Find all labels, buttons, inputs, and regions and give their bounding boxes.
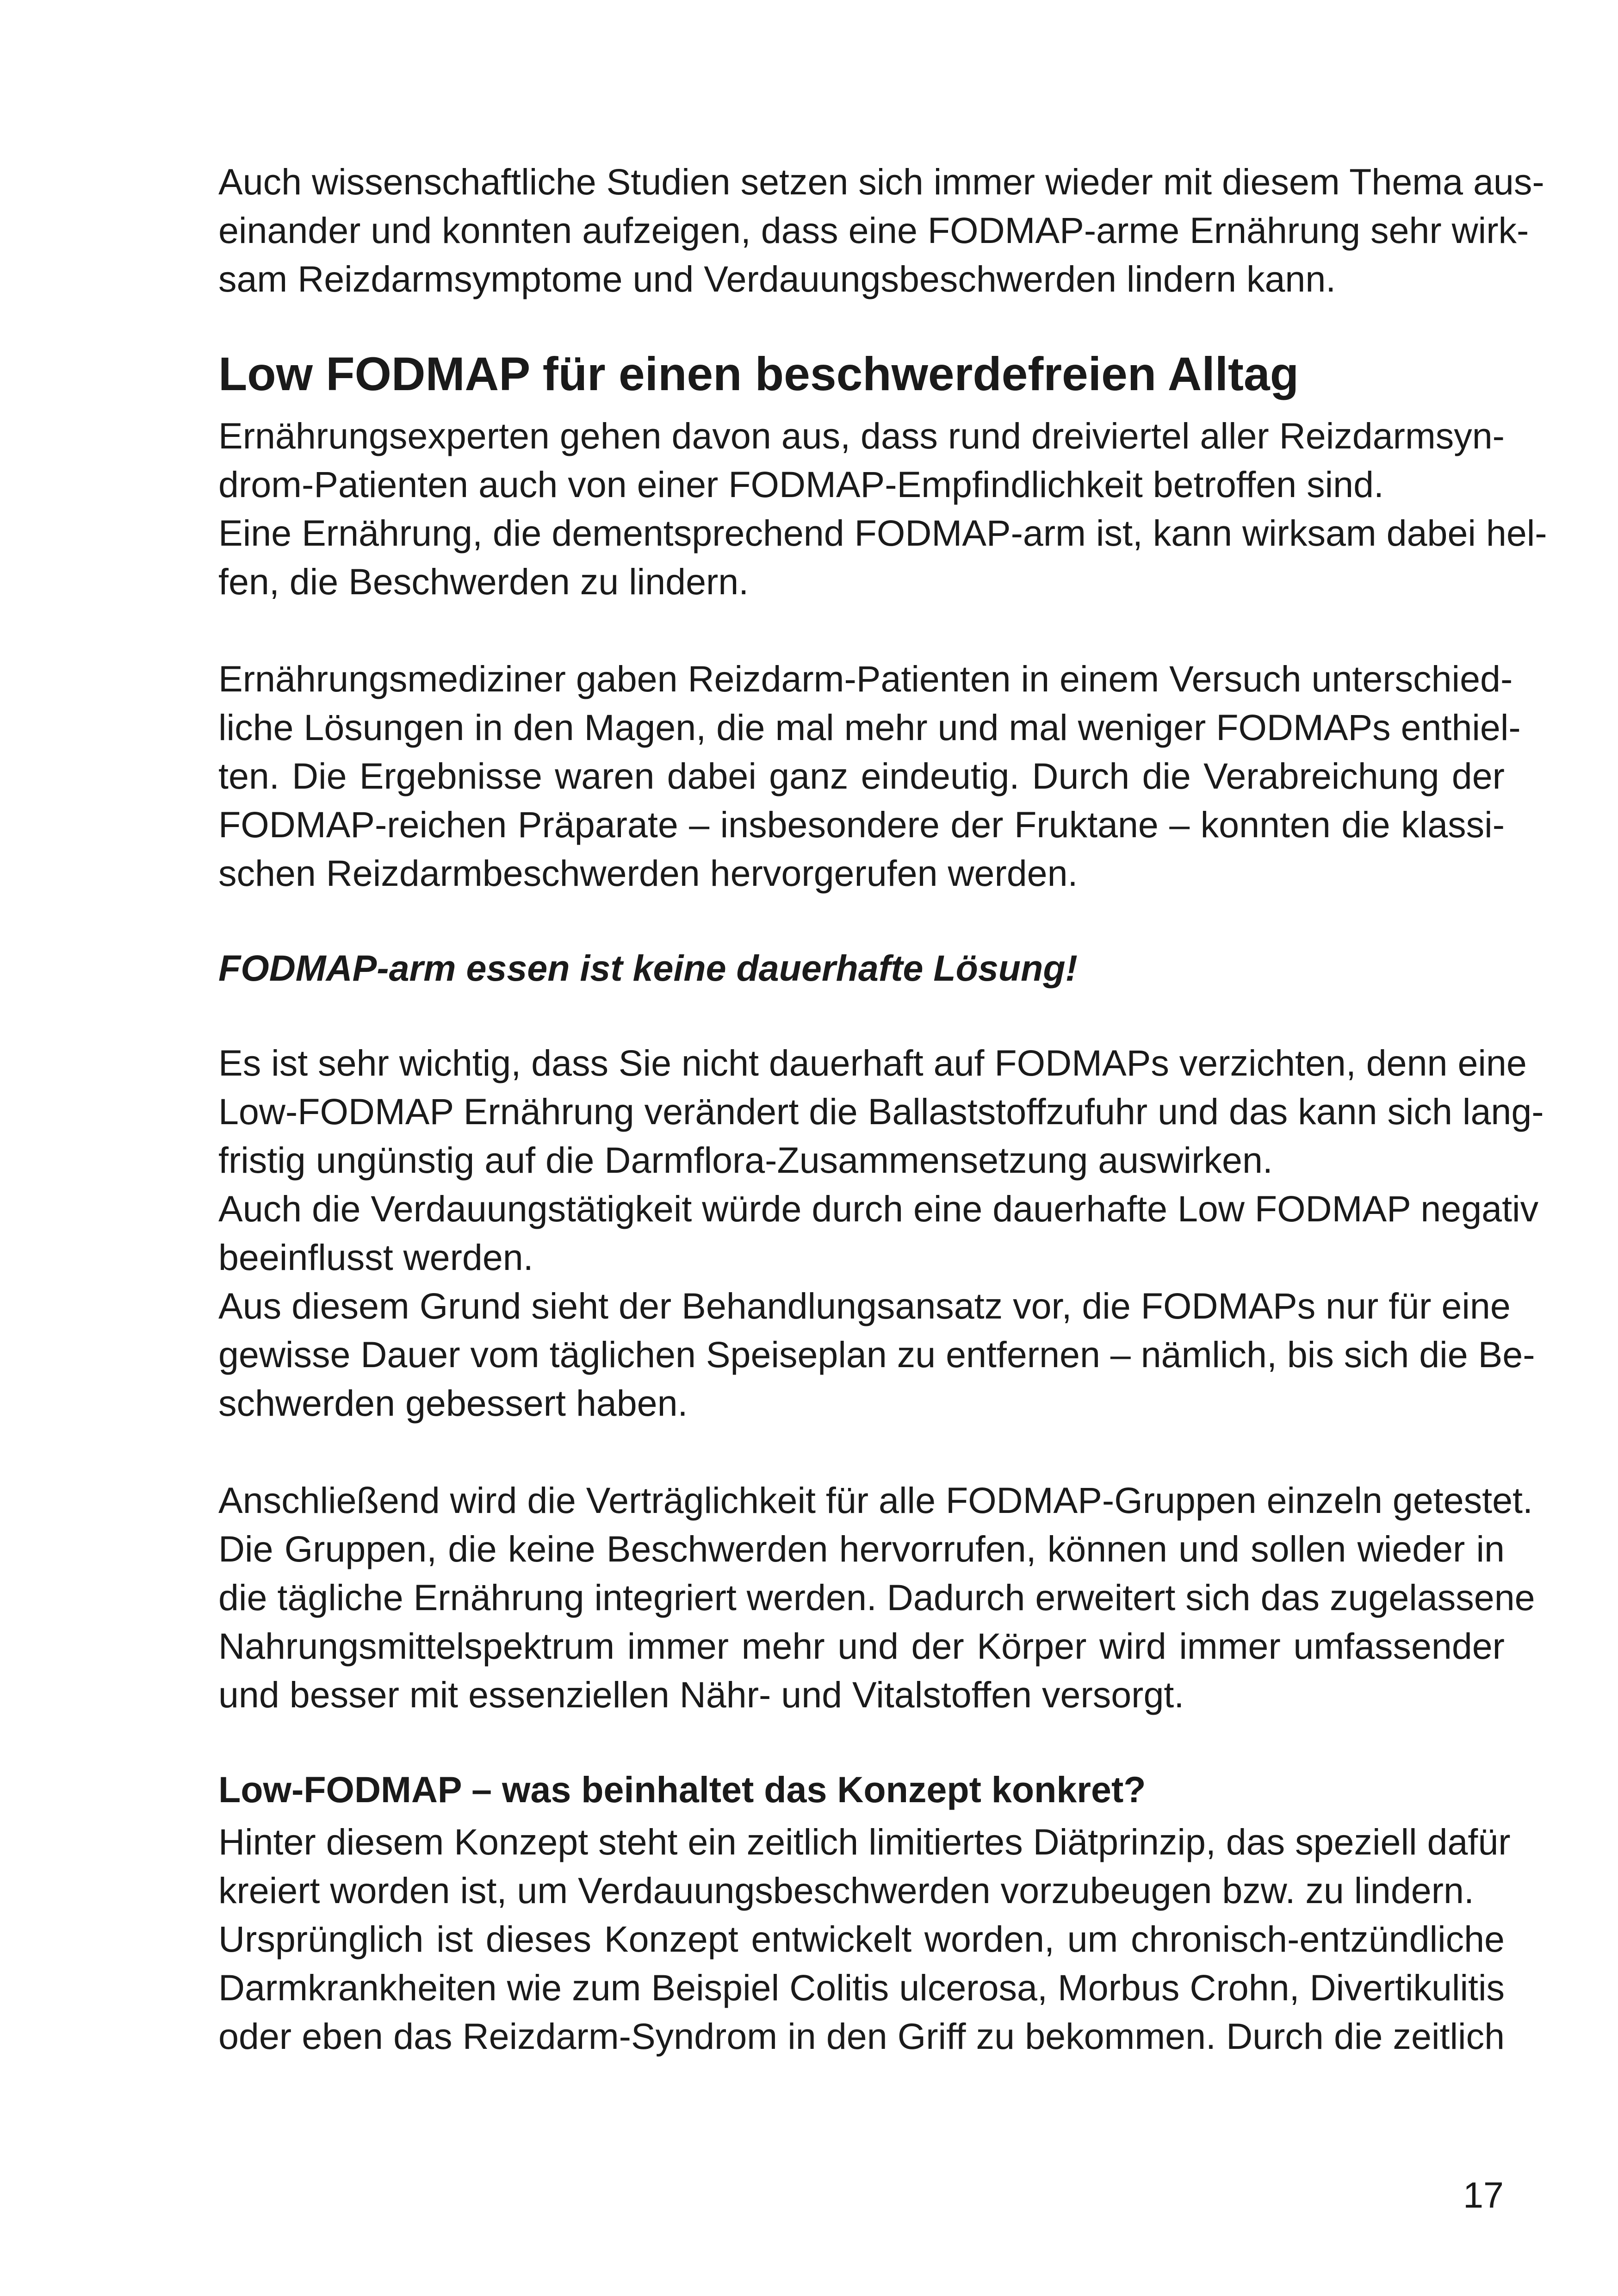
text-line: oder eben das Reizdarm-Syndrom in den Griff zu bekommen. Durch die zeitlich [218,2016,1505,2057]
text-line: Ernährungsexperten gehen davon aus, dass rund dreiviertel aller Reizdarmsyn- [218,415,1505,456]
text-line: Auch wissenschaftliche Studien setzen sich immer wieder mit diesem Thema aus- [218,161,1544,202]
text-line: liche Lösungen in den Magen, die mal mehr und mal weniger FODMAPs enthiel- [218,707,1521,748]
text-line: Nahrungsmittelspektrum immer mehr und der Körper wird immer umfassender [218,1625,1505,1667]
text-line: fristig ungünstig auf die Darmflora-Zusammensetzung auswirken. [218,1139,1273,1181]
page-number: 17 [1463,2174,1504,2215]
text-line: Ernährungsmediziner gaben Reizdarm-Patienten in einem Versuch unterschied- [218,658,1513,699]
text-line: drom-Patienten auch von einer FODMAP-Empfindlichkeit betroffen sind. [218,464,1384,505]
text-line: Low-FODMAP Ernährung verändert die Ballaststoffzufuhr und das kann sich lang- [218,1091,1544,1132]
paragraph-gap [218,1427,1505,1476]
paragraph-intro [218,157,1544,303]
text-line: kreiert worden ist, um Verdauungsbeschwerden vorzubeugen bzw. zu lindern. [218,1870,1474,1911]
text-line: die tägliche Ernährung integriert werden. Dadurch erweitert sich das zugelassene [218,1577,1535,1618]
italic-subheading: FODMAP-arm essen ist keine dauerhafte Lösung! [218,947,1078,989]
text-line: Anschließend wird die Verträglichkeit für alle FODMAP-Gruppen einzeln getestet. [218,1480,1533,1521]
text-line: ten. Die Ergebnisse waren dabei ganz eindeutig. Durch die Verabreichung der [218,755,1505,796]
paragraph-4 [218,1476,1535,1719]
text-line: Hinter diesem Konzept steht ein zeitlich limitiertes Diätprinzip, das speziell dafür [218,1821,1511,1862]
paragraph-5 [218,1817,1511,2060]
text-line: Aus diesem Grund sieht der Behandlungsansatz vor, die FODMAPs nur für eine [218,1285,1511,1326]
text-line: fen, die Beschwerden zu lindern. [218,561,749,602]
text-line: Es ist sehr wichtig, dass Sie nicht dauerhaft auf FODMAPs verzichten, denn eine [218,1042,1527,1083]
text-line: Die Gruppen, die keine Beschwerden hervorrufen, können und sollen wieder in [218,1528,1505,1569]
page-content [218,157,1547,2060]
text-line: sam Reizdarmsymptome und Verdauungsbeschwerden lindern kann. [218,258,1336,299]
text-line: gewisse Dauer vom täglichen Speiseplan zu entfernen – nämlich, bis sich die Be- [218,1334,1535,1375]
text-line: schen Reizdarmbeschwerden hervorgerufen werden. [218,852,1078,894]
bold-subheading: Low-FODMAP – was beinhaltet das Konzept konkret? [218,1769,1146,1810]
section-heading: Low FODMAP für einen beschwerdefreien Alltag [218,348,1299,400]
text-line: einander und konnten aufzeigen, dass eine FODMAP-arme Ernährung sehr wirk- [218,210,1529,251]
text-line: Ursprünglich ist dieses Konzept entwickelt worden, um chronisch-entzündliche [218,1918,1505,1960]
text-line: Darmkrankheiten wie zum Beispiel Colitis ulcerosa, Morbus Crohn, Divertikulitis [218,1967,1505,2008]
paragraph-gap [218,606,1505,654]
paragraph-2 [218,654,1521,897]
paragraph-1 [218,411,1547,606]
text-line: schwerden gebessert haben. [218,1382,688,1424]
text-line: und besser mit essenziellen Nähr- und Vitalstoffen versorgt. [218,1674,1184,1715]
text-line: FODMAP-reichen Präparate – insbesondere der Fruktane – konnten die klassi- [218,804,1505,845]
text-line: beeinflusst werden. [218,1237,533,1278]
text-line: Auch die Verdauungstätigkeit würde durch eine dauerhafte Low FODMAP negativ [218,1188,1539,1229]
text-line: Eine Ernährung, die dementsprechend FODMAP-arm ist, kann wirksam dabei hel- [218,512,1547,554]
paragraph-3 [218,1039,1544,1427]
